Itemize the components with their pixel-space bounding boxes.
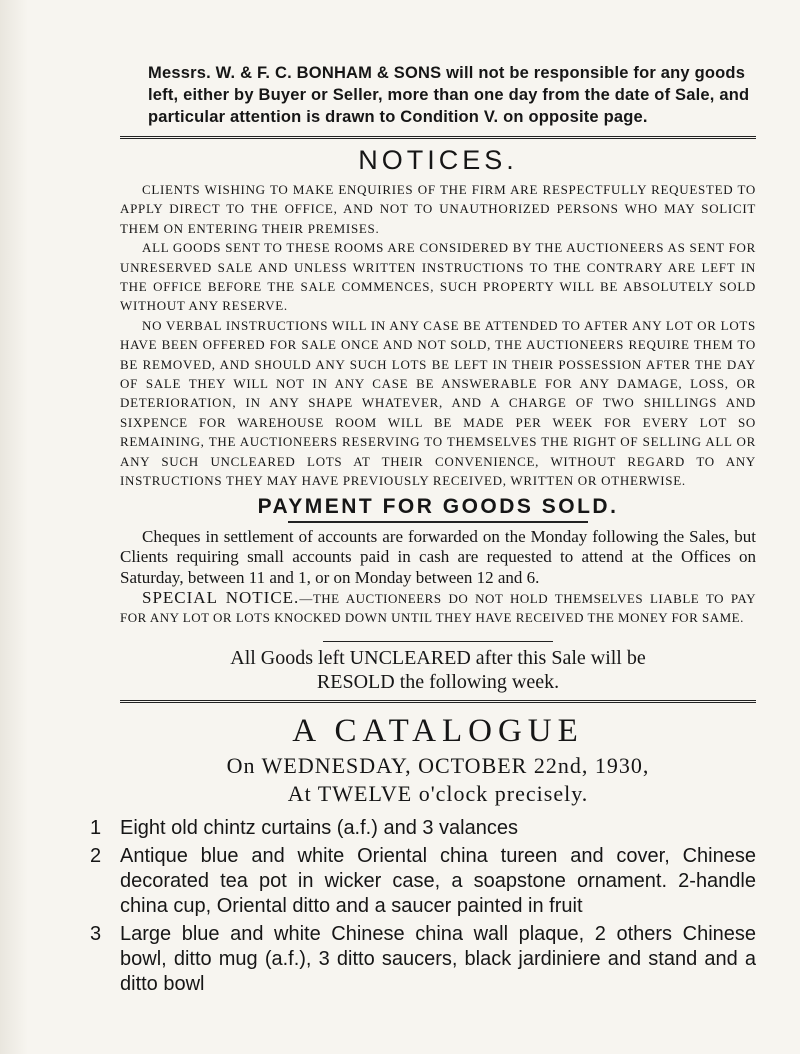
warning-line-2: left, either by Buyer or Seller, more than one day from the date of Sale, and xyxy=(148,86,750,104)
section-divider xyxy=(120,136,756,139)
warning-line-1: Messrs. W. & F. C. BONHAM & SONS will not be responsible for any goods xyxy=(148,64,746,82)
uncleared-notice xyxy=(120,646,756,694)
payment-text: Cheques in settlement of accounts are forwarded on the Monday following the Sales, but Clients requiring small accounts paid in cash are requested to attend at the Offices on Saturday, between 11 and 1, or on Monday between 12 and 6. xyxy=(120,526,756,587)
lot-item xyxy=(90,816,756,841)
sale-date: On WEDNESDAY, OCTOBER 22nd, 1930, xyxy=(226,753,650,778)
lot-number: 1 xyxy=(90,817,102,839)
lot-number: 3 xyxy=(90,923,102,945)
lot-number: 2 xyxy=(90,845,102,867)
lot-item xyxy=(90,922,756,997)
uncleared-divider xyxy=(323,641,553,642)
notice-unreserved-sale: ALL GOODS SENT TO THESE ROOMS ARE CONSIDERED BY THE AUCTIONEERS AS SENT FOR UNRESERVED SALE AND UNLESS WRITTEN INSTRUCTIONS TO THE CONTRARY ARE LEFT IN THE OFFICE BEFORE THE SALE COMMENCES, SUCH PROPERTY WILL BE ABSOLUTELY SOLD WITHOUT ANY RESERVE. xyxy=(120,240,756,314)
uncleared-line-1: All Goods left UNCLEARED after this Sale will be xyxy=(230,647,646,669)
warning-line-3: particular attention is drawn to Condition V. on opposite page. xyxy=(148,108,648,126)
lot-description: Large blue and white Chinese china wall plaque, 2 others Chinese bowl, ditto mug (a.f.), 3 ditto saucers, black jardiniere and stand and a ditto bowl xyxy=(120,923,756,995)
sale-time: At TWELVE o'clock precisely. xyxy=(287,781,589,806)
lot-description: Antique blue and white Oriental china tureen and cover, Chinese decorated tea pot in wicker case, a soapstone ornament. 2-handle china cup, Oriental ditto and a saucer painted in fruit xyxy=(120,845,756,917)
page-margin-shadow xyxy=(0,0,28,1054)
responsibility-warning xyxy=(120,62,756,128)
catalogue-divider xyxy=(120,700,756,703)
lot-list xyxy=(90,816,756,997)
lot-item xyxy=(90,844,756,919)
payment-heading: PAYMENT FOR GOODS SOLD. xyxy=(257,494,619,518)
catalogue-heading: A CATALOGUE xyxy=(292,713,584,749)
notice-enquiries: CLIENTS WISHING TO MAKE ENQUIRIES OF THE FIRM ARE RESPECTFULLY REQUESTED TO APPLY DIRECT TO THE OFFICE, AND NOT TO UNAUTHORIZED PERSONS WHO MAY SOLICIT THEM ON ENTERING THEIR PREMISES. xyxy=(120,182,756,236)
special-notice xyxy=(120,588,756,627)
notice-verbal-instructions: NO VERBAL INSTRUCTIONS WILL IN ANY CASE BE ATTENDED TO AFTER ANY LOT OR LOTS HAVE BEEN OFFERED FOR SALE ONCE AND NOT SOLD, THE AUCTIONEERS REQUIRE THEM TO BE REMOVED, AND SHOULD ANY SUCH LOTS BE LEFT IN THEIR POSSESSION AFTER THE DAY OF SALE THEY WILL NOT IN ANY CASE BE ANSWERABLE FOR ANY DAMAGE, LOSS, OR DETERIORATION, IN ANY SHAPE WHATEVER, AND A CHARGE OF TWO SHILLINGS AND SIXPENCE FOR WAREHOUSE ROOM WILL BE MADE PER WEEK FOR EVERY LOT SO REMAINING, THE AUCTIONEERS RESERVING TO THEMSELVES THE RIGHT OF SELLING ALL OR ANY SUCH UNCLEARED LOTS AT THEIR CONVENIENCE, WITHOUT REGARD TO ANY INSTRUCTIONS THEY MAY HAVE PREVIOUSLY RECEIVED, WRITTEN OR OTHERWISE. xyxy=(120,317,756,489)
special-notice-lead: SPECIAL NOTICE. xyxy=(142,588,300,607)
lot-description: Eight old chintz curtains (a.f.) and 3 valances xyxy=(120,817,518,839)
special-notice-text: —THE AUCTIONEERS DO NOT HOLD THEMSELVES LIABLE TO PAY FOR ANY LOT OR LOTS KNOCKED DOWN UNTIL THEY HAVE RECEIVED THE MONEY FOR SAME. xyxy=(120,591,756,625)
notices-heading: NOTICES. xyxy=(358,145,518,175)
uncleared-line-2: RESOLD the following week. xyxy=(316,671,560,693)
payment-underline xyxy=(288,521,588,523)
